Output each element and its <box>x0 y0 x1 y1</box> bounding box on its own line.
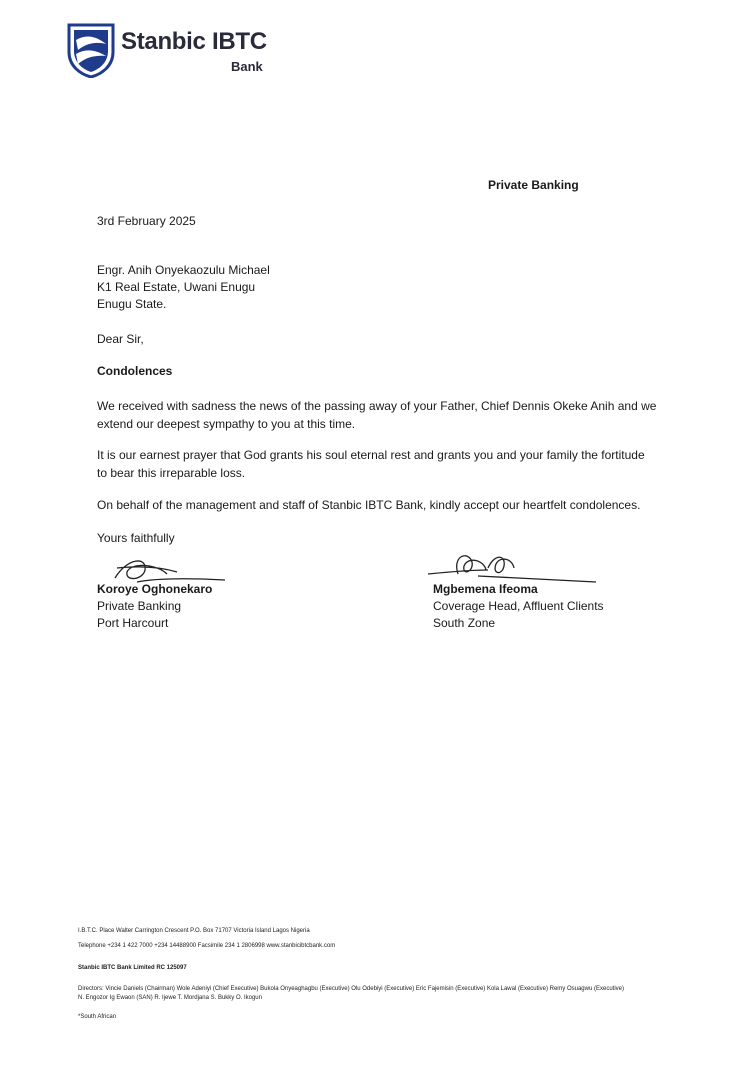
letter-subject: Condolences <box>97 364 173 378</box>
footer-company: Stanbic IBTC Bank Limited RC 125097 <box>78 965 187 971</box>
recipient-name: Engr. Anih Onyekaozulu Michael <box>97 263 270 277</box>
body-paragraph-3: On behalf of the management and staff of Stanbic IBTC Bank, kindly accept our heartfelt condolences. <box>97 498 641 512</box>
recipient-address-line1: K1 Real Estate, Uwani Enugu <box>97 280 256 294</box>
signatory-1-location: Port Harcourt <box>97 616 169 630</box>
closing: Yours faithfully <box>97 531 175 545</box>
signatory-2-title: Coverage Head, Affluent Clients <box>433 599 604 613</box>
footer-contacts: Telephone +234 1 422 7000 +234 14488900 Facsimile 234 1 2806998 www.stanbicibtcbank.com <box>78 943 336 949</box>
footer-directors-line2: N. Engozor Ig Ewaon (SAN) R. Ijewe T. Mordjana S. Bukky O. Ikogun <box>78 995 262 1001</box>
footer-directors-line1: Directors: Vincie Daniels (Chairman) Wole Adeniyi (Chief Executive) Bukola Onyeaghagbu (Executive) Olu Odebiyi (Executive) Eric Fajemisin (Executive) Kola Lawal (Executive) Remy Osuagwu (Executive) <box>78 986 624 992</box>
signatory-2 <box>433 581 604 632</box>
signatory-1-name: Koroye Oghonekaro <box>97 582 213 596</box>
shield-logo-icon <box>66 22 116 78</box>
recipient-address-line2: Enugu State. <box>97 297 167 311</box>
footer-address: I.B.T.C. Place Walter Carrington Crescent P.O. Box 71707 Victoria Island Lagos Nigeria <box>78 928 310 934</box>
body-paragraph-1: We received with sadness the news of the passing away of your Father, Chief Dennis Okeke Anih and we extend our deepest sympathy to you at this time. <box>97 399 657 431</box>
signatory-1-title: Private Banking <box>97 599 182 613</box>
signatory-2-location: South Zone <box>433 616 496 630</box>
signature-2 <box>418 546 598 586</box>
recipient-address <box>97 262 270 313</box>
salutation: Dear Sir, <box>97 332 144 346</box>
letter-date: 3rd February 2025 <box>97 214 196 228</box>
brand-subtitle: Bank <box>231 59 263 74</box>
letterhead-logo <box>66 22 286 82</box>
body-paragraph-2: It is our earnest prayer that God grants his soul eternal rest and grants you and your family the fortitude to bear this irreparable loss. <box>97 448 645 480</box>
signatory-1 <box>97 581 212 632</box>
footer-note: *South African <box>78 1014 117 1020</box>
department-label: Private Banking <box>488 178 579 192</box>
signatory-2-name: Mgbemena Ifeoma <box>433 582 538 596</box>
brand-name: Stanbic IBTC <box>121 28 267 55</box>
